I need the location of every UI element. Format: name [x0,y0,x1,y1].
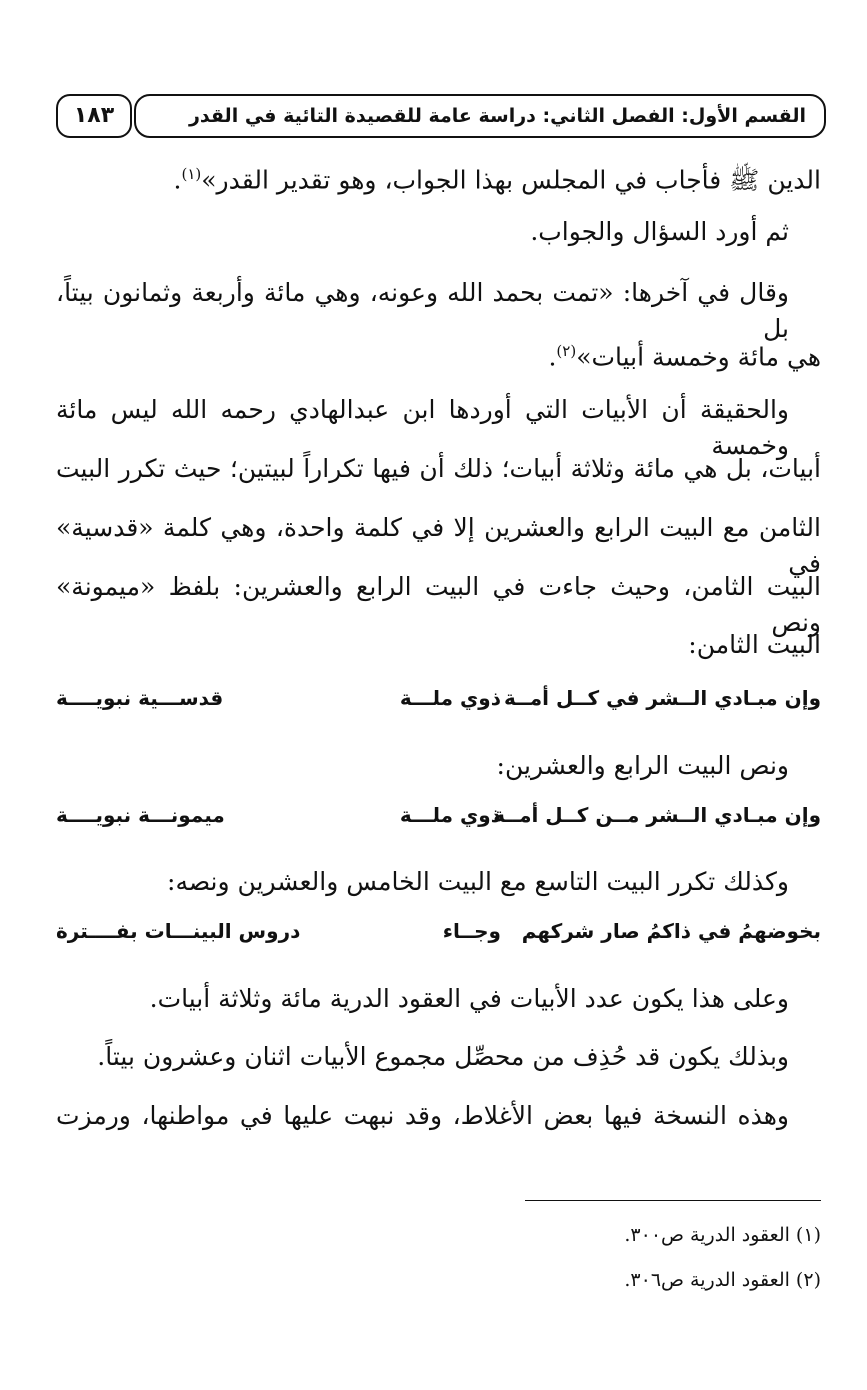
verse-line [56,680,821,716]
body-line: الثامن مع البيت الرابع والعشرين إلا في كلمة واحدة، وهي كلمة «قدسية» في [56,513,821,578]
body-line: البيت الثامن: [688,630,821,659]
body-line: ثم أورد السؤال والجواب. [530,217,789,246]
verse-second-hemistich-start: ذوي ملـــة [399,686,501,710]
body-line: أبيات، بل هي مائة وثلاثة أبيات؛ ذلك أن فيها تكراراً لبيتين؛ حيث تكرر البيت [56,454,821,483]
page-number-box [56,94,132,138]
body-line: وقال في آخرها: «تمت بحمد الله وعونه، وهي مائة وأربعة وثمانون بيتاً، بل [56,278,789,343]
page-number: ١٨٣ [73,103,115,128]
verse-line [56,797,821,833]
footnote-marker: (١) [181,165,202,183]
verse-line [56,913,821,949]
body-line: والحقيقة أن الأبيات التي أوردها ابن عبدالهادي رحمه الله ليس مائة وخمسة [56,395,789,460]
body-line: ونص البيت الرابع والعشرين: [496,751,789,780]
body-text: الدين ﷺ فأجاب في المجلس بهذا الجواب، وهو تقدير القدر» [201,165,821,195]
body-line: البيت الثامن، وحيث جاءت في البيت الرابع والعشرين: بلفظ «ميمونة» ونص [56,572,821,637]
footnote: (٢) العقود الدرية ص٣٠٦. [624,1269,821,1291]
body-text: . [548,342,557,372]
verse-second-hemistich-start: ذوي ملـــة [399,803,501,827]
running-header [134,94,826,138]
footnote-marker: (٢) [556,342,577,360]
body-line: وهذه النسخة فيها بعض الأغلاط، وقد نبهت عليها في مواطنها، ورمزت [56,1101,789,1130]
verse-second-hemistich-end: ميمونـــة نبويــــة [56,803,225,827]
body-line [548,333,821,375]
verse-first-hemistich: بخوضهمُ في ذاكمُ صار شركهم [521,919,821,943]
body-text: . [173,165,182,195]
verse-second-hemistich-end: دروس البينـــات بفــــترة [56,919,301,943]
verse-first-hemistich: وإن مبـادي الــشر في كــل أمــة [503,686,821,710]
body-text: هي مائة وخمسة أبيات» [576,342,821,372]
body-line [174,156,821,198]
verse-second-hemistich-end: قدســـية نبويــــة [56,686,224,710]
verse-first-hemistich: وإن مبـادي الــشر مــن كــل أمــة [493,803,821,827]
verse-second-hemistich-start: وجــاء [442,919,501,943]
body-line: وعلى هذا يكون عدد الأبيات في العقود الدرية مائة وثلاثة أبيات. [149,984,789,1013]
body-line: وبذلك يكون قد حُذِف من محصِّل مجموع الأبيات اثنان وعشرون بيتاً. [97,1042,789,1071]
footnote: (١) العقود الدرية ص٣٠٠. [624,1224,821,1246]
body-line: وكذلك تكرر البيت التاسع مع البيت الخامس والعشرين ونصه: [167,867,789,896]
footnote-separator [525,1200,821,1201]
running-header-title: القسم الأول: الفصل الثاني: دراسة عامة للقصيدة التائية في القدر [188,105,806,127]
